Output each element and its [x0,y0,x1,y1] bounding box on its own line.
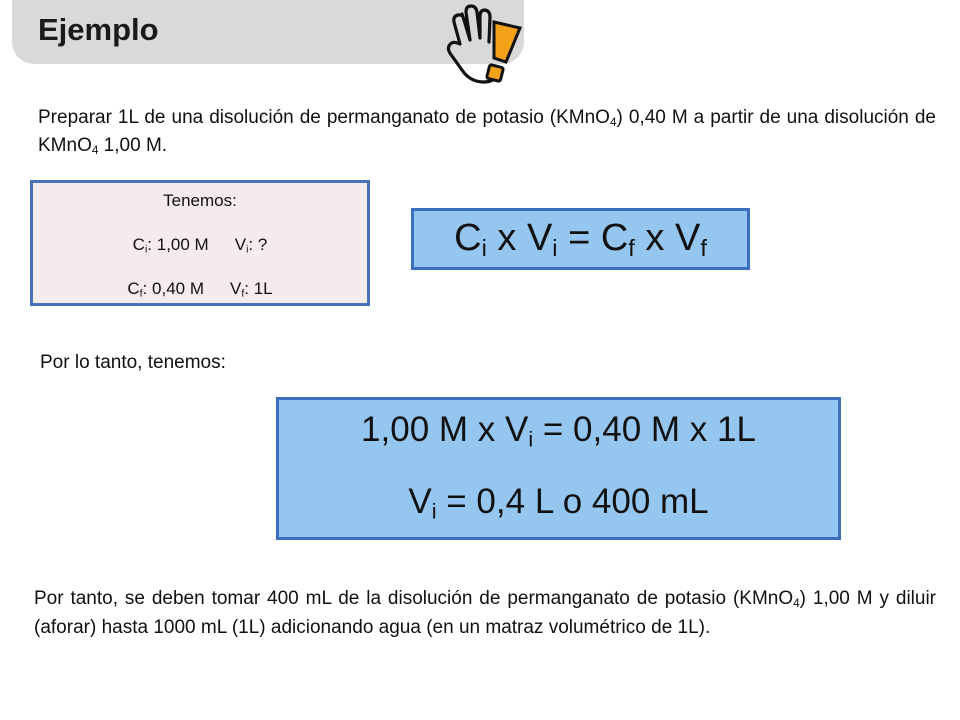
hand-pointer-exclamation-icon [440,4,524,86]
given-row-initial: $C_i$: 1,00 M $V_i$: ? [132,235,268,256]
calculation-box [276,397,841,540]
page-title: Ejemplo [38,12,159,47]
given-title: Tenemos: [163,191,237,210]
dilution-formula: $C_i$ x $V_i = C_f$ x $V_f$ [411,208,750,270]
calculation-equation: 1,00 M x $V_i = 0,40$ M x 1L [361,410,756,452]
given-data-box [30,180,370,306]
given-row-final: $C_f$: 0,40 M $V_f$: 1L [127,279,273,300]
conclusion-paragraph: Por tanto, se deben tomar 400 mL de la disolución de permanganato de potasio (KMnO$_4$) 1,00 M y diluir (aforar) hasta 1000 mL (1L) adicionando agua (en un matraz volumétrico de 1L). [34,588,937,638]
intro-paragraph: Preparar 1L de una disolución de permanganato de potasio (KMnO$_4$) 0,40 M a partir de una disolución de KMnO$_4$ 1,00 M. [38,107,937,157]
calculation-result: $V_i = 0,4$ L o 400 mL [408,482,709,524]
therefore-text: Por lo tanto, tenemos: [40,352,226,373]
